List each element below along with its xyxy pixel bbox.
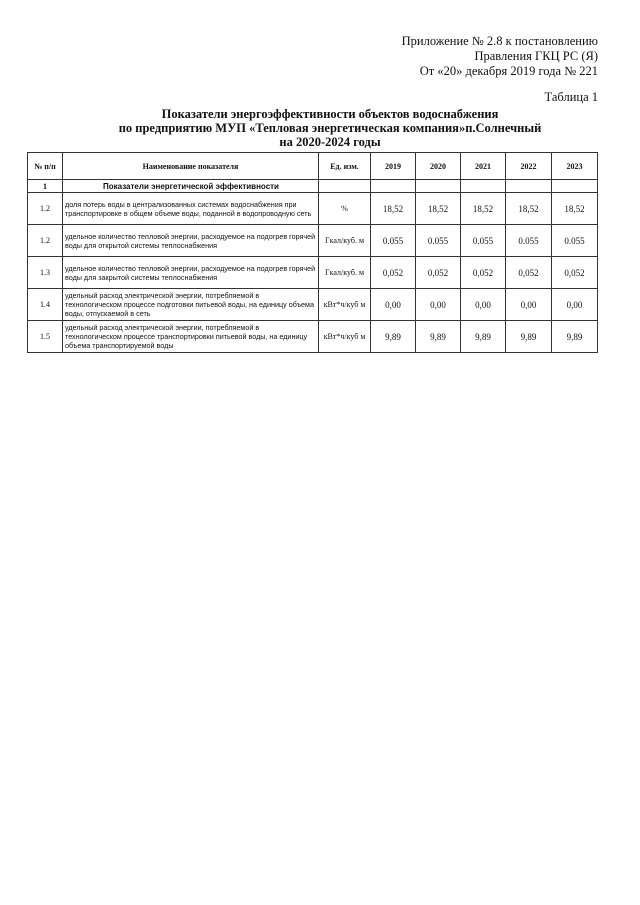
row-value-2019: 18,52 <box>371 193 416 225</box>
row-unit: Гкал/куб. м <box>319 225 371 257</box>
row-value-2023: 18,52 <box>552 193 598 225</box>
row-value-2023: 9,89 <box>552 321 598 353</box>
row-value-2023: 0.055 <box>552 225 598 257</box>
row-value-2022: 0.055 <box>506 225 552 257</box>
row-num: 1.4 <box>28 289 63 321</box>
row-value-2021: 9,89 <box>461 321 506 353</box>
row-value-2020: 9,89 <box>416 321 461 353</box>
row-unit: кВт*ч/куб м <box>319 289 371 321</box>
row-name: удельный расход электрической энергии, потребляемой в технологическом процессе подготовки питьевой воды, на единицу объема воды, отпускаемой в сеть <box>63 289 319 321</box>
row-num: 1.3 <box>28 257 63 289</box>
table-row <box>28 321 598 353</box>
row-name: удельное количество тепловой энергии, расходуемое на подогрев горячей воды для закрытой системы теплоснабжения <box>63 257 319 289</box>
appendix-line-1: Приложение № 2.8 к постановлению <box>401 34 598 48</box>
row-num: 1.2 <box>28 193 63 225</box>
table-label: Таблица 1 <box>544 90 598 104</box>
row-value-2022: 0,00 <box>506 289 552 321</box>
title-line-1: Показатели энергоэффективности объектов водоснабжения <box>161 107 499 121</box>
row-value-2021: 0.055 <box>461 225 506 257</box>
row-name: удельный расход электрической энергии, потребляемой в технологическом процессе транспортировки питьевой воды, на единицу объема транспортируемой воды <box>63 321 319 353</box>
section-empty-cell <box>416 180 461 193</box>
table-row <box>28 193 598 225</box>
row-value-2021: 18,52 <box>461 193 506 225</box>
row-unit: Гкал/куб. м <box>319 257 371 289</box>
indicators-table <box>27 152 598 353</box>
appendix-reference <box>402 34 598 79</box>
row-num: 1.5 <box>28 321 63 353</box>
row-value-2022: 18,52 <box>506 193 552 225</box>
row-value-2019: 0,00 <box>371 289 416 321</box>
header-unit: Ед. изм. <box>319 153 371 180</box>
header-row <box>28 153 598 180</box>
row-name: удельное количество тепловой энергии, расходуемое на подогрев горячей воды для открытой системы теплоснабжения <box>63 225 319 257</box>
section-empty-cell <box>506 180 552 193</box>
row-value-2020: 18,52 <box>416 193 461 225</box>
section-name: Показатели энергетической эффективности <box>63 180 319 193</box>
header-name: Наименование показателя <box>63 153 319 180</box>
appendix-line-3: От «20» декабря 2019 года № 221 <box>419 64 598 78</box>
header-year-2022: 2022 <box>506 153 552 180</box>
appendix-line-2: Правления ГКЦ РС (Я) <box>474 49 598 63</box>
row-value-2022: 0,052 <box>506 257 552 289</box>
section-empty-cell <box>319 180 371 193</box>
header-year-2020: 2020 <box>416 153 461 180</box>
row-value-2019: 0.055 <box>371 225 416 257</box>
row-value-2023: 0,052 <box>552 257 598 289</box>
row-value-2020: 0,00 <box>416 289 461 321</box>
section-empty-cell <box>552 180 598 193</box>
row-name: доля потерь воды в централизованных системах водоснабжения при транспортировке в общем объеме воды, поданной в водопроводную сеть <box>63 193 319 225</box>
header-year-2021: 2021 <box>461 153 506 180</box>
title-line-3: на 2020-2024 годы <box>279 135 381 149</box>
section-empty-cell <box>371 180 416 193</box>
row-unit: % <box>319 193 371 225</box>
row-value-2023: 0,00 <box>552 289 598 321</box>
row-value-2019: 0,052 <box>371 257 416 289</box>
section-empty-cell <box>461 180 506 193</box>
table-row <box>28 289 598 321</box>
title-line-2: по предприятию МУП «Тепловая энергетическая компания»п.Солнечный <box>118 121 542 135</box>
section-num: 1 <box>28 180 63 193</box>
row-num: 1.2 <box>28 225 63 257</box>
row-value-2019: 9,89 <box>371 321 416 353</box>
header-num: № п/п <box>28 153 63 180</box>
table-row <box>28 257 598 289</box>
row-value-2020: 0,052 <box>416 257 461 289</box>
row-value-2021: 0,052 <box>461 257 506 289</box>
row-value-2021: 0,00 <box>461 289 506 321</box>
row-value-2020: 0.055 <box>416 225 461 257</box>
section-row <box>28 180 598 193</box>
row-unit: кВт*ч/куб м <box>319 321 371 353</box>
document-title <box>60 107 600 149</box>
header-year-2023: 2023 <box>552 153 598 180</box>
row-value-2022: 9,89 <box>506 321 552 353</box>
header-year-2019: 2019 <box>371 153 416 180</box>
table-row <box>28 225 598 257</box>
